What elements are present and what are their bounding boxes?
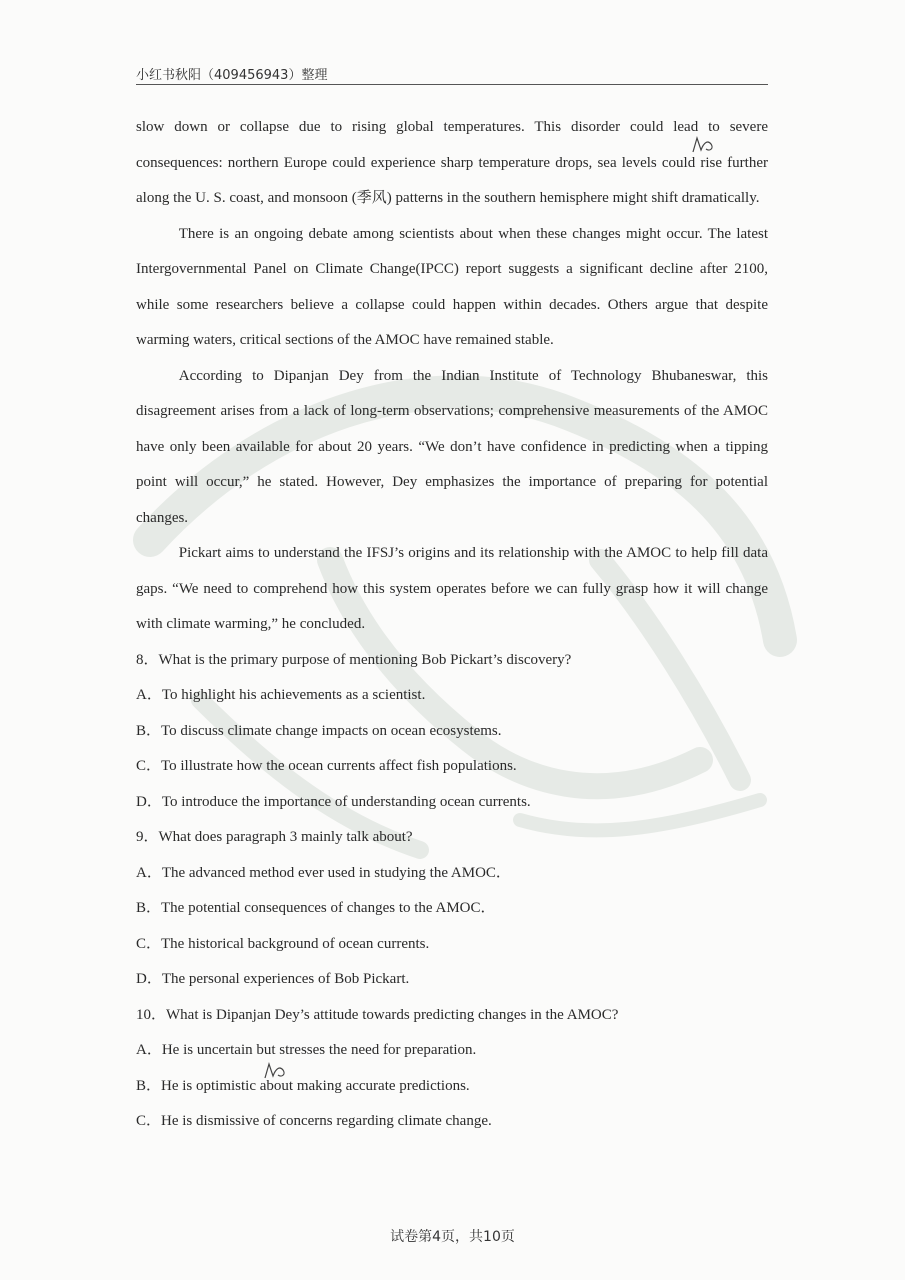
page-footer: 试卷第4页，共10页 (390, 1229, 515, 1245)
passage-paragraph: According to Dipanjan Dey from the Indian Institute of Technology Bhubaneswar, this disagreement arises from a lack of long-term observations; comprehensive measurements of the AMOC have only been available for about 20 years. “We don’t have confidence in predicting when a tipping point will occur,” he stated. However, Dey emphasizes the importance of preparing for potential changes. (136, 367, 768, 526)
passage-paragraph: There is an ongoing debate among scientists about when these changes might occur. The latest Intergovernmental Panel on Climate Change(IPCC) report suggests a significant decline after 2100, while some researchers believe a collapse could happen within decades. Others argue that despite warming waters, critical sections of the AMOC have remained stable. (136, 225, 768, 348)
question-stem: 9．What does paragraph 3 mainly talk about? (136, 829, 413, 845)
answer-option: C．The historical background of ocean currents. (136, 935, 430, 952)
page-header: 小红书秋阳（409456943）整理 (136, 68, 328, 83)
header-rule (136, 84, 768, 85)
question-stem: 8．What is the primary purpose of mentioning Bob Pickart’s discovery? (136, 651, 572, 668)
answer-option: C．To illustrate how the ocean currents affect fish populations. (136, 758, 517, 774)
question-10 (136, 998, 768, 1140)
passage-paragraph: slow down or collapse due to rising global temperatures. This disorder could lead to severe consequences: northern Europe could experience sharp temperature drops, sea levels could rise further along the U. S. coast, and monsoon (季风) patterns in the southern hemisphere might shift dramatically. (136, 119, 768, 206)
answer-option: B．The potential consequences of changes to the AMOC． (136, 900, 496, 916)
answer-option: B．To discuss climate change impacts on ocean ecosystems. (136, 722, 502, 739)
answer-option: D．The personal experiences of Bob Pickart. (136, 971, 410, 987)
answer-option: A．To highlight his achievements as a scientist. (136, 687, 426, 703)
question-9 (136, 820, 768, 998)
answer-option: C．He is dismissive of concerns regarding climate change. (136, 1113, 492, 1129)
question-8 (136, 643, 768, 821)
answer-option: A．He is uncertain but stresses the need for preparation. (136, 1042, 477, 1058)
question-stem: 10．What is Dipanjan Dey’s attitude towards predicting changes in the AMOC? (136, 1006, 619, 1023)
answer-option: B．He is optimistic about making accurate predictions. (136, 1077, 470, 1094)
answer-option: A．The advanced method ever used in studying the AMOC． (136, 864, 511, 881)
page-content (136, 110, 768, 1140)
answer-option: D．To introduce the importance of understanding ocean currents. (136, 793, 531, 810)
passage-paragraph: Pickart aims to understand the IFSJ’s origins and its relationship with the AMOC to help fill data gaps. “We need to comprehend how this system operates before we can fully grasp how it will change with climate warming,” he concluded. (136, 545, 768, 632)
